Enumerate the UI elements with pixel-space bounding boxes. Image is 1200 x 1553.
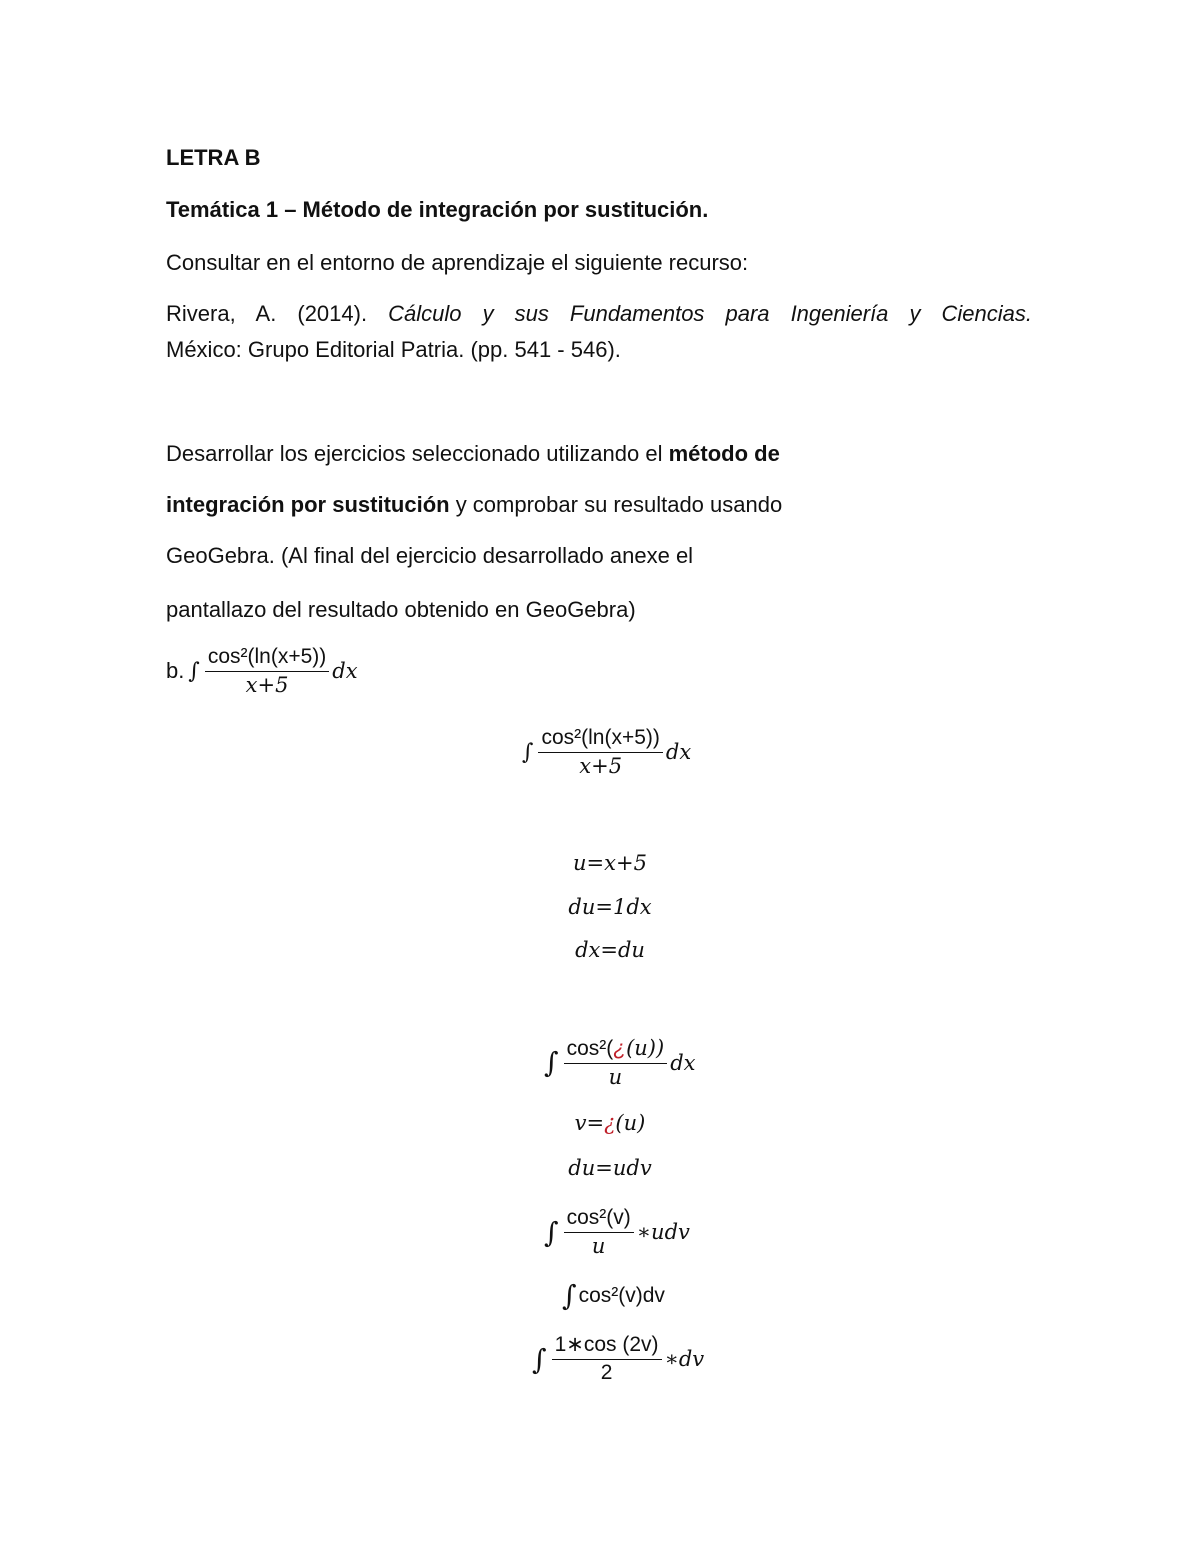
heading: LETRA B [166, 145, 261, 170]
step-cos2v-expr: cos²(v)dv [578, 1283, 665, 1307]
v-definition-pre: v= [574, 1111, 605, 1135]
step-half-numerator: 1∗cos (2v) [552, 1333, 662, 1360]
step-integral-fraction [538, 726, 662, 778]
step-cos2v [562, 1279, 665, 1312]
integral-sign: ∫ [562, 1279, 577, 1312]
reference-publisher: México: Grupo Editorial Patria. (pp. 541 - 546). [166, 337, 621, 362]
step-integral [522, 726, 691, 778]
instructions-line-4: pantallazo del resultado obtenido en GeoGebra) [166, 597, 636, 622]
integral-sign: ∫ [544, 1215, 559, 1249]
step-integral-dx: dx [665, 740, 692, 764]
step-half-tail: ∗dv [664, 1347, 705, 1371]
instructions-line-2-text: y comprobar su resultado usando [449, 492, 783, 517]
step-sub-numerator-post: (u)) [626, 1036, 665, 1060]
tematica-title: Temática 1 – Método de integración por sustitución. [166, 197, 709, 222]
instructions-line-3: GeoGebra. (Al final del ejercicio desarrollado anexe el [166, 543, 694, 568]
exercise-denominator: x+5 [245, 673, 289, 697]
reference-title: Cálculo y sus Fundamentos para Ingeniería y Ciencias. [388, 301, 1033, 326]
step-half-fraction [552, 1333, 662, 1385]
du-definition: du=1dx [568, 895, 652, 919]
step-integral-numerator: cos²(ln(x+5)) [538, 726, 662, 753]
step-half-angle [532, 1333, 704, 1385]
unknown-glyph: ¿ [604, 1111, 616, 1135]
step-integral-denominator: x+5 [579, 754, 623, 778]
step-sub-dx: dx [670, 1050, 696, 1075]
step-v-integral [544, 1206, 690, 1258]
integral-sign: ∫ [544, 1046, 559, 1079]
step-substituted-integral [544, 1036, 696, 1089]
exercise-differential: dx [332, 659, 358, 683]
u-definition: u=x+5 [573, 851, 647, 875]
step-v-numerator: cos²(v) [564, 1206, 634, 1233]
step-sub-numerator-pre: cos²( [566, 1037, 614, 1060]
reference-author: Rivera, A. (2014). [166, 301, 368, 326]
step-sub-denominator: u [608, 1065, 623, 1089]
step-sub-numerator [564, 1036, 668, 1064]
v-definition [400, 1111, 820, 1135]
instructions-line-1-bold: método de [668, 441, 780, 466]
consultar-text: Consultar en el entorno de aprendizaje el siguiente recurso: [166, 250, 749, 275]
instructions-line-1-text: Desarrollar los ejercicios seleccionado utilizando el [166, 441, 669, 466]
exercise-fraction [205, 645, 329, 697]
step-v-tail: ∗udv [636, 1220, 690, 1244]
step-half-denominator: 2 [600, 1361, 613, 1384]
exercise-b [166, 645, 358, 697]
integral-sign: ∫ [522, 739, 534, 765]
step-v-fraction [564, 1206, 634, 1258]
integral-sign: ∫ [188, 658, 200, 684]
reference-line-1 [166, 300, 1032, 328]
instructions-line-2 [166, 491, 782, 519]
step-sub-fraction [564, 1036, 668, 1089]
dx-definition: dx=du [575, 938, 645, 962]
instructions-line-1 [166, 440, 780, 468]
unknown-glyph: ¿ [613, 1037, 627, 1060]
exercise-label: b. [166, 658, 185, 683]
du-udv: du=udv [568, 1156, 652, 1180]
exercise-numerator: cos²(ln(x+5)) [205, 645, 329, 672]
integral-sign: ∫ [532, 1342, 547, 1376]
step-v-denominator: u [591, 1234, 606, 1258]
instructions-line-2-bold: integración por sustitución [166, 492, 450, 517]
v-definition-post: (u) [615, 1111, 646, 1135]
